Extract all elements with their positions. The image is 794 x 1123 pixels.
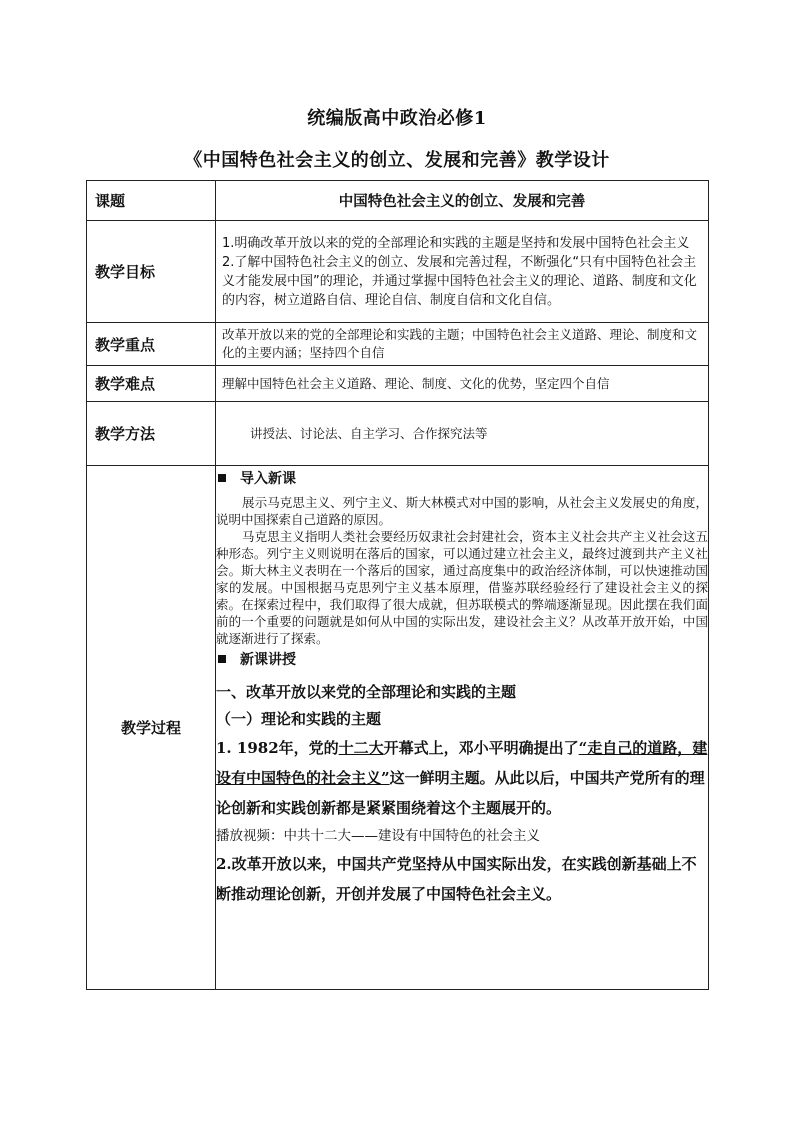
point-1: 1. 1982年，党的十二大开幕式上，邓小平明确提出了“走自己的道路，建设有中国特色的社会主义”这一鲜明主题。从此以后，中国共产党所有的理论创新和实践创新都是紧紧围绕着这个主题展开的。 <box>216 739 708 817</box>
document-title: 统编版高中政治必修1 <box>307 108 487 129</box>
table-row <box>87 181 709 221</box>
difficulty-cell <box>216 366 709 402</box>
section-heading-1: 一、改革开放以来党的全部理论和实践的主题 <box>216 683 517 701</box>
difficulty-value: 理解中国特色社会主义道路、理论、制度、文化的优势，坚定四个自信 <box>222 375 610 391</box>
process-cell <box>216 466 709 990</box>
key-points-value: 改革开放以来的党的全部理论和实践的主题；中国特色社会主义道路、理论、制度和文化的主要内涵；坚持四个自信 <box>222 327 698 360</box>
point-2: 2.改革开放以来，中国共产党坚持从中国实际出发，在实践创新基础上不断推动理论创新，开创并发展了中国特色社会主义。 <box>216 855 697 903</box>
difficulty-label: 教学难点 <box>87 366 216 402</box>
video-note: 播放视频：中共十二大——建设有中国特色的社会主义 <box>216 828 540 844</box>
topic-value: 中国特色社会主义的创立、发展和完善 <box>216 181 709 221</box>
document-subtitle: 《中国特色社会主义的创立、发展和完善》教学设计 <box>184 150 610 171</box>
lesson-plan-table <box>86 180 709 990</box>
method-cell <box>216 402 709 466</box>
table-row <box>87 466 709 990</box>
intro-paragraph-1: 展示马克思主义、列宁主义、斯大林模式对中国的影响，从社会主义发展史的角度，说明中国探索自己道路的原因。 <box>216 495 708 527</box>
table-row <box>87 366 709 402</box>
table-row <box>87 221 709 323</box>
topic-label: 课题 <box>87 181 216 221</box>
intro-heading: 导入新课 <box>216 468 708 488</box>
method-label: 教学方法 <box>87 402 216 466</box>
key-points-label: 教学重点 <box>87 323 216 366</box>
table-row <box>87 323 709 366</box>
goals-item-2: 2.了解中国特色社会主义的创立、发展和完善过程，不断强化“只有中国特色社会主义才能发展中国”的理论，并通过掌握中国特色社会主义的理论、道路、制度和文化的内容，树立道路自信、理论自信、制度自信和文化自信。 <box>222 254 697 308</box>
square-bullet-icon <box>218 655 226 663</box>
intro-paragraph-2: 马克思主义指明人类社会要经历奴隶社会封建社会，资本主义社会共产主义社会这五种形态。列宁主义则说明在落后的国家，可以通过建立社会主义，最终过渡到共产主义社会。斯大林主义表明在一个落后的国家，通过高度集中的政治经济体制，可以快速推动国家的发展。中国根据马克思列宁主义基本原理，借鉴苏联经验经行了建设社会主义的探索。在探索过程中，我们取得了很大成就，但苏联模式的弊端逐渐显现。因此摆在我们面前的一个重要的问题就是如何从中国的实际出发，建设社会主义？从改革开放开始，中国就逐渐进行了探索。 <box>216 529 708 646</box>
goals-label: 教学目标 <box>87 221 216 323</box>
method-value: 讲授法、讨论法、自主学习、合作探究法等 <box>250 425 488 441</box>
goals-cell <box>216 221 709 323</box>
subsection-heading-1: （一）理论和实践的主题 <box>216 710 382 728</box>
new-lesson-heading: 新课讲授 <box>216 649 708 669</box>
process-label: 教学过程 <box>87 466 216 990</box>
key-points-cell <box>216 323 709 366</box>
table-row <box>87 402 709 466</box>
goals-item-1: 1.明确改革开放以来的党的全部理论和实践的主题是坚持和发展中国特色社会主义 <box>222 235 690 251</box>
square-bullet-icon <box>218 474 226 482</box>
